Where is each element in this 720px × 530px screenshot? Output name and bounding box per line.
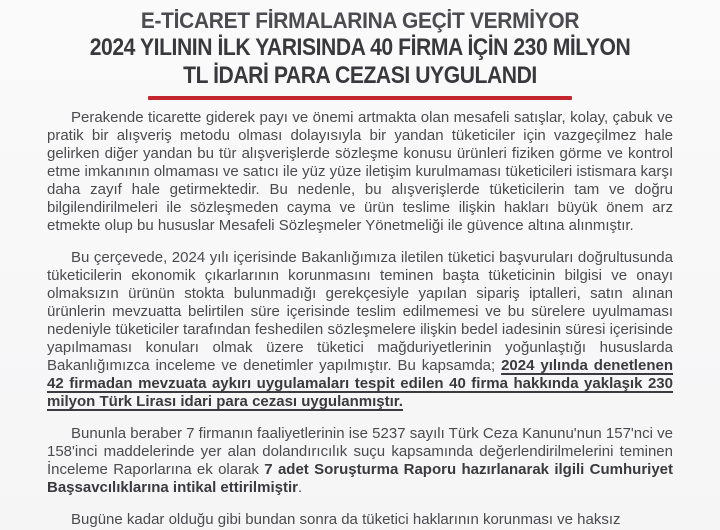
text-segment: Bu çerçevede, 2024 yılı içerisinde Bakanlığımıza iletilen tüketici başvuruları doğrultusunda tüketicilerin ekonomik çıkarlarının korunmasını teminen başta tüketicinin bilgisi ve onayı olmaksızın ürünün stokta bulunmadığı gerekçesiyle yapılan sipariş iptalleri, satın alınan ürünlerin mevzuatta belirtilen süre içerisinde teslim edilmemesi ve bu sürelere uyulmaması nedeniyle tüketiciler tarafından feshedilen sözleşmelere ilişkin bedel iadesinin süresi içerisinde yapılmaması konuları olmak üzere tüketici mağduriyetlerinin yoğunlaştığı hususlarda Bakanlığımızca inceleme ve denetimler yapılmıştır. Bu kapsamda; xyxy=(47,249,673,374)
paragraph xyxy=(47,249,673,411)
text-segment: Bununla beraber 7 firmanın faaliyetlerinin ise 5237 sayılı Türk Ceza Kanunu'nun 157'nci ve 158'inci maddelerinde yer alan dolandırıcılık suçu kapsamında değerlendirilmelerini teminen İnceleme Raporlarına ek olarak xyxy=(47,425,673,478)
red-divider xyxy=(148,96,572,100)
text-segment: Perakende ticarette giderek payı ve önemi artmakta olan mesafeli satışlar, kolay, çabuk ve pratik bir alışveriş metodu olması dolayısıyla bir yandan tüketiciler için vazgeçilmez hale gelirken diğer yandan bu tür alışverişlerde sözleşme konusu ürünleri fiziken görme ve kontrol etme imkanının olmaması ve satıcı ile yüz yüze iletişim kurulmaması tüketicileri istismara karşı daha zayıf hale getirmektedir. Bu nedenle, bu alışverişlerde tüketicilerin tam ve doğru bilgilendirilmeleri ile sözleşmeden cayma ve ürün teslime ilişkin hakları büyük önem arz etmekte olup bu hususlar Mesafeli Sözleşmeler Yönetmeliği ile güvence altına alınmıştır. xyxy=(47,109,674,234)
paragraph xyxy=(47,109,673,235)
text-segment: . xyxy=(297,479,303,496)
paragraph xyxy=(47,511,673,529)
emphasized-text: 2024 yılında denetlenen 42 firmadan mevzuata aykırı uygulamaları tespit edilen 40 firma hakkında yaklaşık 230 milyon Türk Lirası idari para cezası uygulanmıştır. xyxy=(47,357,673,410)
document-header xyxy=(0,0,720,100)
title-line-1: E-TİCARET FİRMALARINA GEÇİT VERMİYOR xyxy=(140,8,580,33)
paragraph xyxy=(47,425,673,497)
text-segment: Bugüne kadar olduğu gibi bundan sonra da tüketici haklarının korunması ve haksız xyxy=(71,511,621,528)
document-body xyxy=(47,109,673,529)
title-line-2: 2024 YILININ İLK YARISINDA 40 FİRMA İÇİN 230 MİLYON xyxy=(89,34,631,61)
emphasized-text: 7 adet Soruşturma Raporu hazırlanarak ilgili Cumhuriyet Başsavcılıklarına intikal ettirilmiştir xyxy=(47,461,674,496)
title-line-3: TL İDARİ PARA CEZASI UYGULANDI xyxy=(183,62,537,89)
